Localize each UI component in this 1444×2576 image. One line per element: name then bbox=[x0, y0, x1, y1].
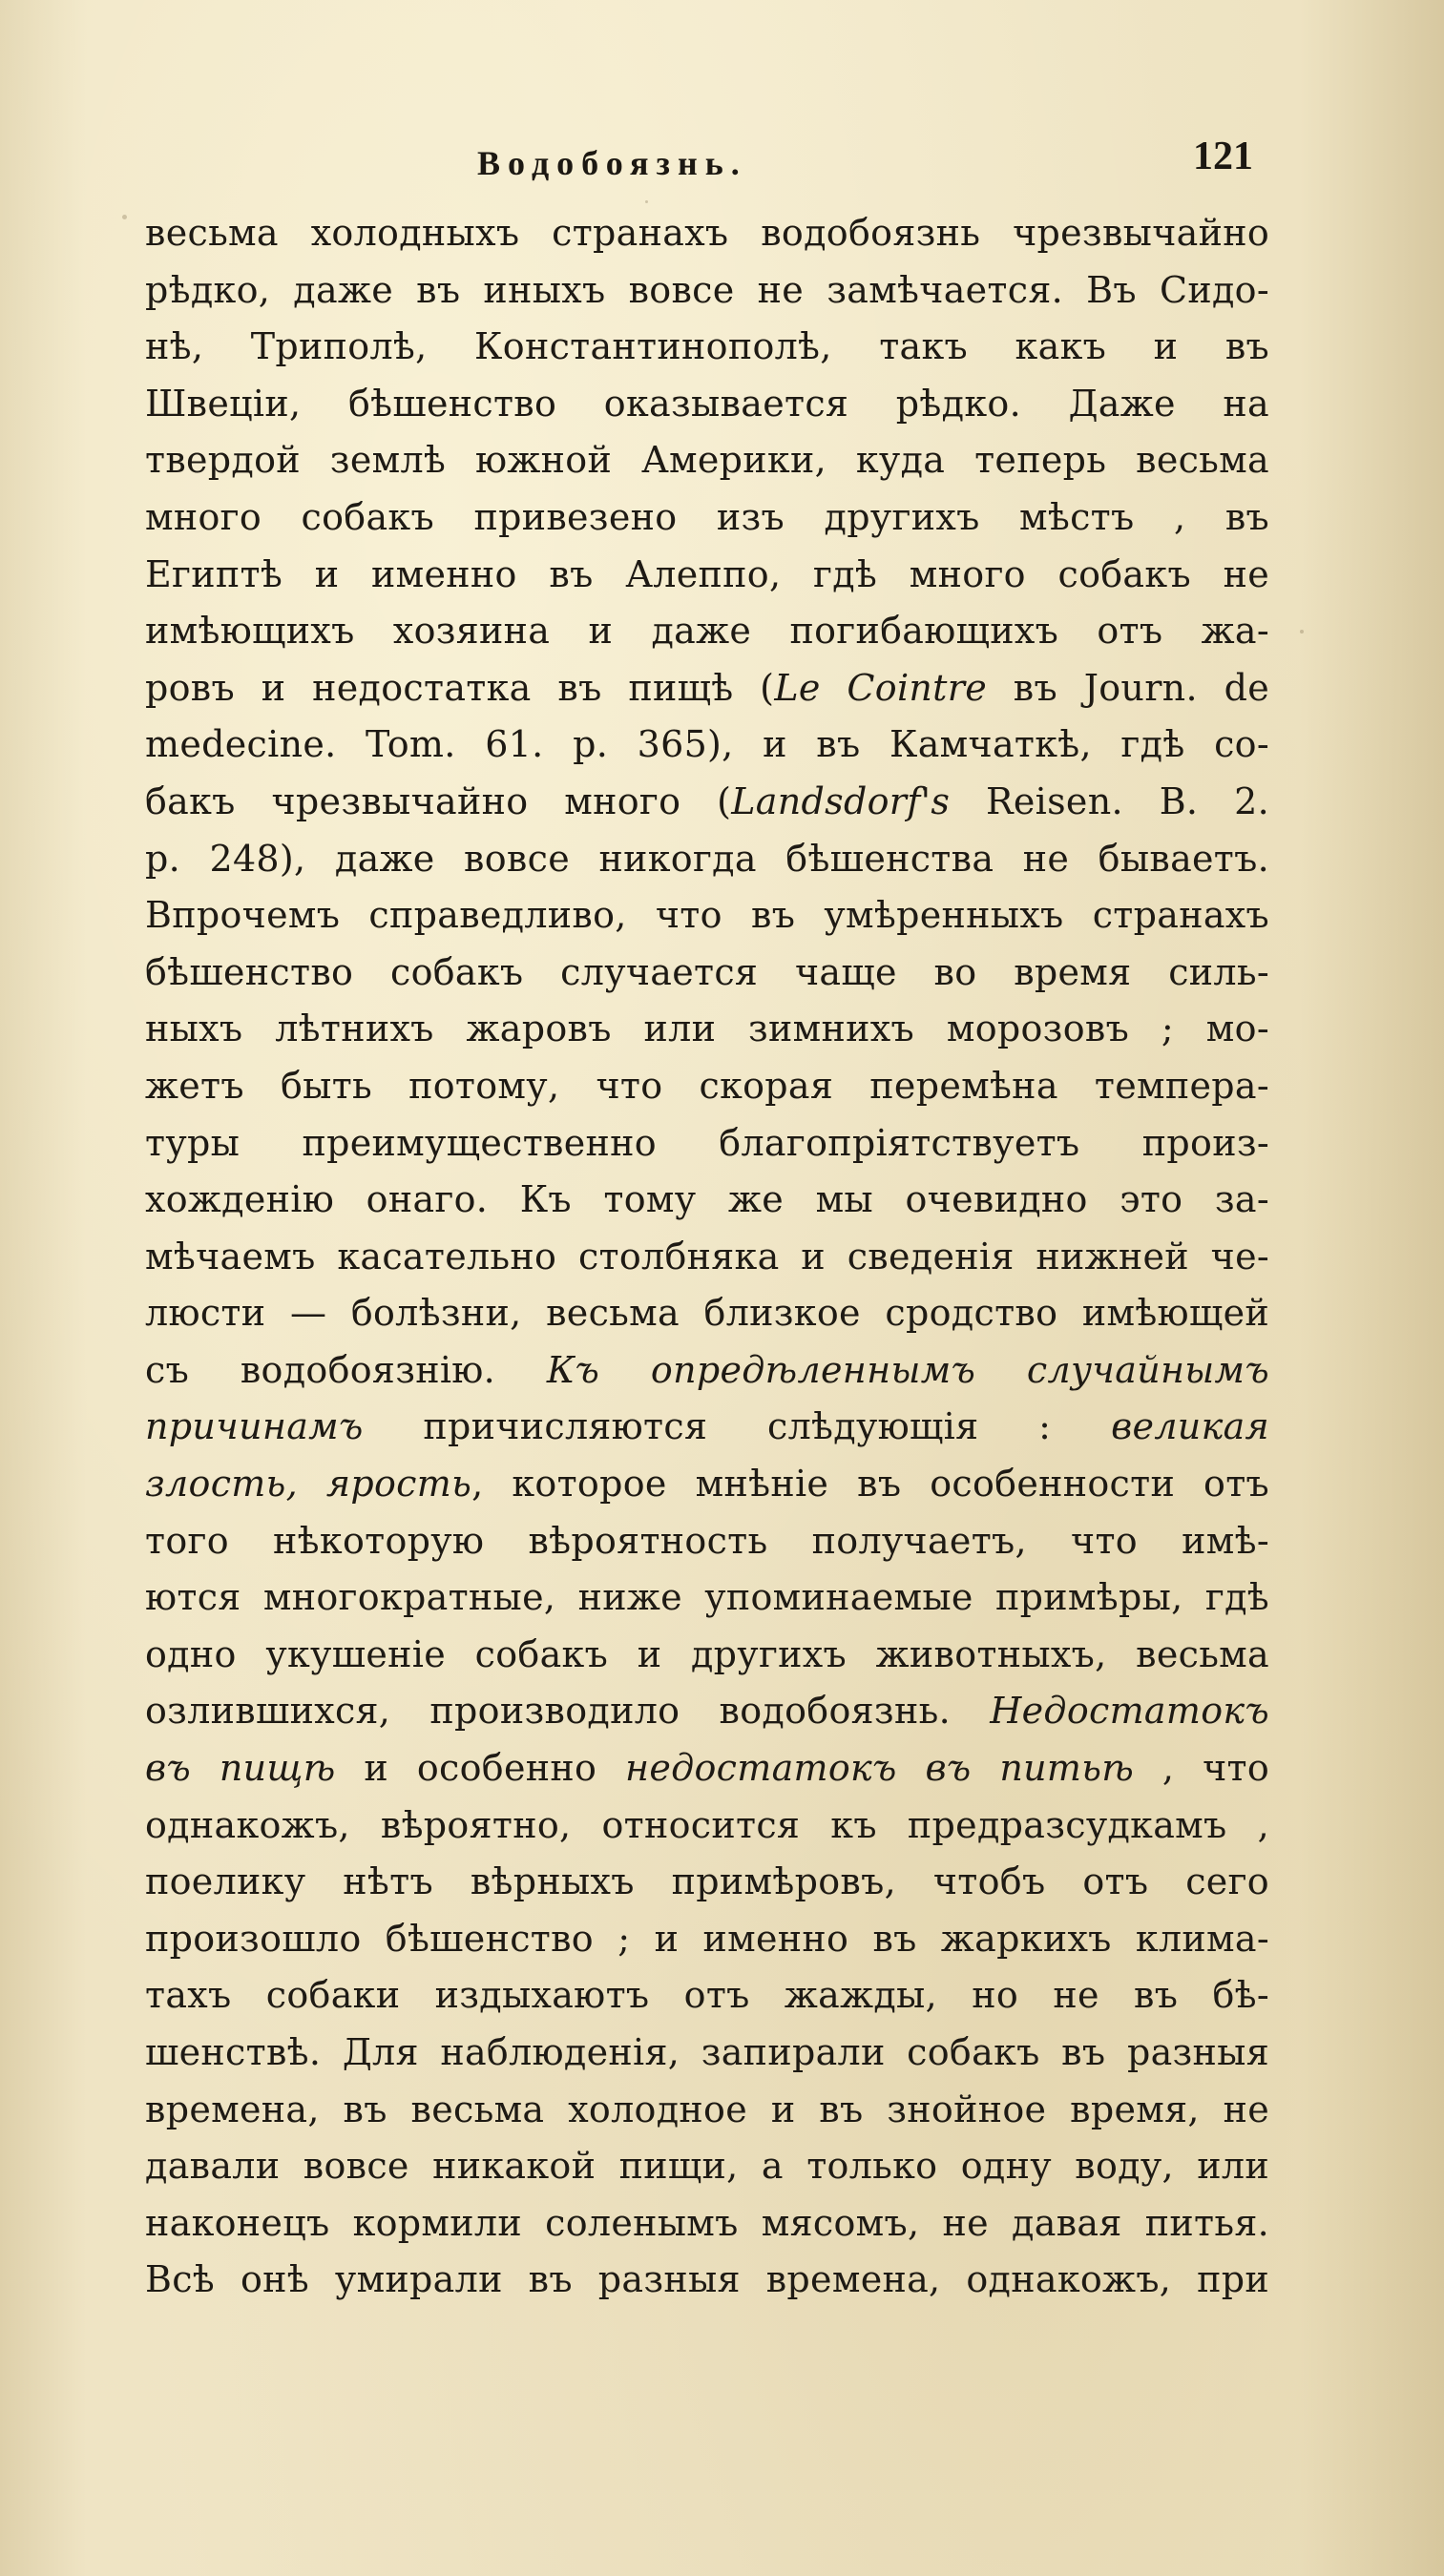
text-line bbox=[145, 1115, 1269, 1173]
text-line bbox=[145, 1229, 1269, 1286]
text-run: давали вовсе никакой пищи, а только одну воду, или bbox=[145, 2145, 1269, 2188]
italic-text: великая bbox=[1111, 1405, 1269, 1448]
text-run: , которое мнѣніе въ особенности отъ bbox=[471, 1463, 1269, 1506]
text-run: мѣчаемъ касательно столбняка и сведенія нижней че- bbox=[145, 1235, 1269, 1278]
scan-speck bbox=[645, 200, 648, 203]
italic-text: въ пищѣ bbox=[145, 1747, 336, 1790]
text-line bbox=[145, 205, 1269, 262]
text-run: ровъ и недостатка въ пищѣ ( bbox=[145, 666, 775, 709]
italic-text: Le Cointre bbox=[774, 666, 988, 709]
text-run: имѣющихъ хозяина и даже погибающихъ отъ жа- bbox=[145, 610, 1269, 653]
text-run: нѣ, Триполѣ, Константинополѣ, такъ какъ и въ bbox=[145, 325, 1269, 368]
text-line bbox=[145, 1627, 1269, 1684]
text-run: тахъ собаки издыхаютъ отъ жажды, но не въ бѣ- bbox=[145, 1974, 1269, 2017]
text-line bbox=[145, 2252, 1269, 2309]
body-text bbox=[145, 205, 1269, 2309]
text-run: весьма холодныхъ странахъ водобоязнь чрезвычайно bbox=[145, 212, 1269, 254]
text-line bbox=[145, 432, 1269, 489]
text-line bbox=[145, 945, 1269, 1002]
text-line bbox=[145, 2025, 1269, 2082]
text-line bbox=[145, 603, 1269, 660]
text-line bbox=[145, 1854, 1269, 1911]
text-line bbox=[145, 489, 1269, 547]
text-run: много собакъ привезено изъ другихъ мѣстъ , въ bbox=[145, 495, 1269, 538]
text-line bbox=[145, 376, 1269, 433]
text-run: ныхъ лѣтнихъ жаровъ или зимнихъ морозовъ ; мо- bbox=[145, 1008, 1269, 1050]
text-run: твердой землѣ южной Америки, куда теперь весьма bbox=[145, 439, 1269, 482]
scan-speck bbox=[1300, 630, 1304, 634]
text-run: однакожъ, вѣроятно, относится къ предразсудкамъ , bbox=[145, 1803, 1269, 1846]
text-run: наконецъ кормили соленымъ мясомъ, не давая питья. bbox=[145, 2201, 1269, 2244]
text-run: medecine. Tom. 61. p. 365), и въ Камчаткѣ, гдѣ со- bbox=[145, 723, 1269, 766]
text-line bbox=[145, 2082, 1269, 2139]
text-line bbox=[145, 319, 1269, 376]
text-line bbox=[145, 262, 1269, 320]
text-line bbox=[145, 1740, 1269, 1797]
italic-text: причинамъ bbox=[145, 1405, 364, 1448]
text-run: жетъ быть потому, что скорая перемѣна темпера- bbox=[145, 1064, 1269, 1107]
italic-text: Недостатокъ bbox=[990, 1690, 1269, 1733]
text-line bbox=[145, 1001, 1269, 1058]
text-run: времена, въ весьма холодное и въ знойное время, не bbox=[145, 2088, 1269, 2130]
text-run: шенствѣ. Для наблюденія, запирали собакъ въ разныя bbox=[145, 2031, 1269, 2073]
text-line bbox=[145, 1683, 1269, 1740]
italic-text: злость, ярость bbox=[145, 1463, 472, 1506]
text-run: причисляются слѣдующія : bbox=[363, 1405, 1112, 1448]
text-line bbox=[145, 717, 1269, 774]
text-line bbox=[145, 1797, 1269, 1855]
text-run: туры преимущественно благопріятствуетъ произ- bbox=[145, 1121, 1269, 1164]
text-run: съ водобоязнію. bbox=[145, 1348, 547, 1391]
italic-text: недостатокъ въ питьѣ bbox=[625, 1747, 1135, 1790]
text-line bbox=[145, 831, 1269, 888]
italic-text: Landsdorf's bbox=[731, 779, 951, 822]
page-number: 121 bbox=[1193, 135, 1253, 178]
text-line bbox=[145, 1285, 1269, 1342]
text-line bbox=[145, 1342, 1269, 1400]
italic-text: Къ опредѣленнымъ случайнымъ bbox=[546, 1348, 1269, 1391]
text-run: хожденію онаго. Къ тому же мы очевидно это за- bbox=[145, 1178, 1269, 1221]
text-run: въ Journ. de bbox=[987, 666, 1270, 709]
text-line bbox=[145, 660, 1269, 717]
text-run: того нѣкоторую вѣроятность получаетъ, что имѣ- bbox=[145, 1519, 1269, 1562]
text-run: бѣшенство собакъ случается чаще во время силь- bbox=[145, 950, 1269, 993]
text-line bbox=[145, 1172, 1269, 1229]
text-run: Reisen. B. 2. bbox=[950, 779, 1269, 822]
text-run: рѣдко, даже въ иныхъ вовсе не замѣчается. Въ Сидо- bbox=[145, 268, 1269, 311]
text-line bbox=[145, 774, 1269, 831]
text-run: Всѣ онѣ умирали въ разныя времена, однакожъ, при bbox=[145, 2258, 1269, 2301]
text-line bbox=[145, 1569, 1269, 1627]
text-line bbox=[145, 2138, 1269, 2195]
text-run: , что bbox=[1134, 1747, 1269, 1790]
text-line bbox=[145, 547, 1269, 604]
text-line bbox=[145, 1058, 1269, 1115]
text-line bbox=[145, 1399, 1269, 1456]
scan-speck bbox=[122, 215, 127, 219]
text-run: одно укушеніе собакъ и другихъ животныхъ, весьма bbox=[145, 1632, 1269, 1675]
text-run: бакъ чрезвычайно много ( bbox=[145, 779, 732, 822]
text-line bbox=[145, 1911, 1269, 1968]
text-line bbox=[145, 1456, 1269, 1513]
text-run: Швеціи, бѣшенство оказывается рѣдко. Даже на bbox=[145, 382, 1269, 425]
text-run: Египтѣ и именно въ Алеппо, гдѣ много собакъ не bbox=[145, 552, 1269, 595]
text-run: произошло бѣшенство ; и именно въ жаркихъ клима- bbox=[145, 1917, 1269, 1960]
text-run: люсти — болѣзни, весьма близкое сродство имѣющей bbox=[145, 1292, 1269, 1335]
text-line bbox=[145, 2195, 1269, 2253]
text-run: озлившихся, производило водобоязнь. bbox=[145, 1690, 991, 1733]
text-run: поелику нѣтъ вѣрныхъ примѣровъ, чтобъ отъ сего bbox=[145, 1860, 1269, 1903]
running-title: Водобоязнь. bbox=[477, 144, 747, 182]
text-line bbox=[145, 1513, 1269, 1570]
text-run: Впрочемъ справедливо, что въ умѣренныхъ странахъ bbox=[145, 894, 1269, 937]
text-run: и особенно bbox=[335, 1747, 625, 1790]
text-line bbox=[145, 887, 1269, 945]
text-line bbox=[145, 1967, 1269, 2025]
text-run: ются многократные, ниже упоминаемые примѣры, гдѣ bbox=[145, 1576, 1269, 1619]
text-run: p. 248), даже вовсе никогда бѣшенства не бываетъ. bbox=[145, 837, 1269, 880]
